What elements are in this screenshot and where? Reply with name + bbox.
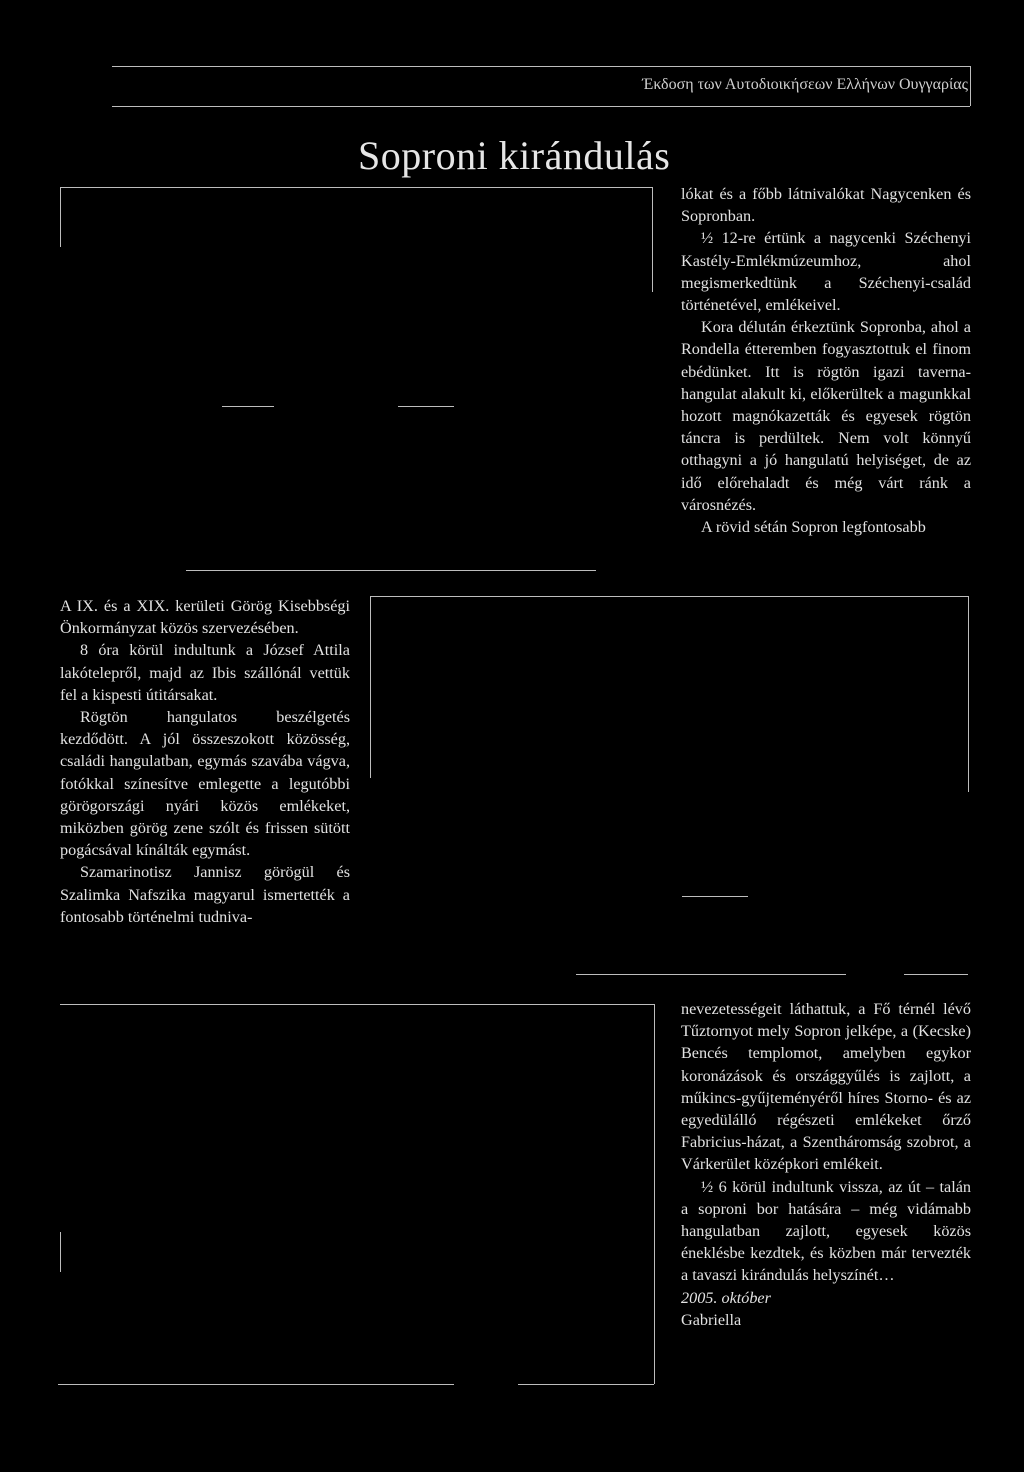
- paragraph: Rögtön hangulatos beszélgetés kezdődött. A jól összeszokott közösség, családi hangulatban, egymás szavába vágva, fotókkal színesítve emlegette a legutóbbi görögországi nyári közös emlékeket, miközben görög zene szólt és frissen sütött pogácsával kínálták egymást.: [60, 708, 350, 860]
- article-column-left-middle: [60, 595, 350, 928]
- photo-frame-left-edge: [60, 187, 61, 247]
- paragraph: Szamarinotisz Jannisz görögül és Szalimka Nafszika magyarul ismertették a fontosabb történelmi tudniva-: [60, 863, 350, 926]
- header-right-rule: [970, 66, 971, 106]
- article-column-right-top: [681, 183, 971, 538]
- photo-frame-right-edge: [968, 596, 969, 792]
- article-date: 2005. október: [681, 1288, 771, 1307]
- paragraph: ½ 6 körül indultunk vissza, az út – talán a soproni bor hatására – még vidámabb hangulatban zajlott, egyesek közös éneklésbe kezdtek, és közben már tervezték a tavaszi kirándulás helyszínét…: [681, 1177, 971, 1285]
- photo-frame-top-edge: [370, 596, 968, 597]
- photo-frame-right-edge: [654, 1004, 655, 1384]
- paragraph: ½ 12-re értünk a nagycenki Széchenyi Kastély-Emlékmúzeumhoz, ahol megismerkedtünk a Széchenyi-család történetével, emlékeivel.: [681, 229, 971, 315]
- header-bottom-rule: [112, 106, 970, 107]
- article-column-right-bottom: [681, 998, 971, 1331]
- paragraph: lókat és a főbb látnivalókat Nagycenken és Sopronban.: [681, 185, 971, 226]
- photo-frame-left-edge: [370, 596, 371, 778]
- paragraph: A rövid sétán Sopron legfontosabb: [701, 518, 926, 537]
- photo-frame-bottom-edge: [186, 570, 596, 571]
- paragraph: A IX. és a XIX. kerületi Görög Kisebbségi Önkormányzat közös szervezésében.: [60, 597, 350, 638]
- paragraph: 8 óra körül indultunk a József Attila lakótelepről, majd az Ibis szállónál vettük fel a kispesti útitársakat.: [60, 641, 350, 704]
- header-publication-line: Έκδοση των Αυτοδιοικήσεων Ελλήνων Ουγγαρίας: [642, 76, 968, 93]
- photo-frame-dash: [398, 406, 454, 407]
- photo-frame-bottom-edge: [904, 974, 968, 975]
- photo-frame-right-edge: [652, 187, 653, 292]
- paragraph: nevezetességeit láthattuk, a Fő térnél lévő Tűztornyot mely Sopron jelképe, a (Kecske) Bencés templomot, amelyben egykor koronázások és országgyűlés is zajlott, a műkincs-gyűjteményéről híres Storno- és az egyedülálló régészeti emlékeket őrző Fabricius-házat, a Szentháromság szobrot, a Várkerület középkori emlékeit.: [681, 1000, 971, 1174]
- photo-frame-dash: [222, 406, 274, 407]
- photo-frame-left-edge: [60, 1232, 61, 1272]
- header-top-rule: [112, 66, 970, 67]
- photo-frame-dash: [682, 896, 748, 897]
- photo-frame-top-edge: [60, 187, 652, 188]
- page-title: Soproni kirándulás: [358, 133, 671, 178]
- photo-frame-bottom-edge: [518, 1384, 654, 1385]
- photo-frame-top-edge: [60, 1004, 654, 1005]
- author-signature: Gabriella: [681, 1310, 742, 1329]
- photo-frame-bottom-edge: [58, 1384, 454, 1385]
- paragraph: Kora délután érkeztünk Sopronba, ahol a Rondella étteremben fogyasztottuk el finom ebédünket. Itt is rögtön igazi taverna-hangulat alakult ki, előkerültek a magunkkal hozott magnókazetták és egyesek rögtön táncra is perdültek. Nem volt könnyű otthagyni a jó hangulatú helyiséget, de az idő előrehaladt és még várt ránk a városnézés.: [681, 318, 971, 514]
- photo-frame-bottom-edge: [576, 974, 846, 975]
